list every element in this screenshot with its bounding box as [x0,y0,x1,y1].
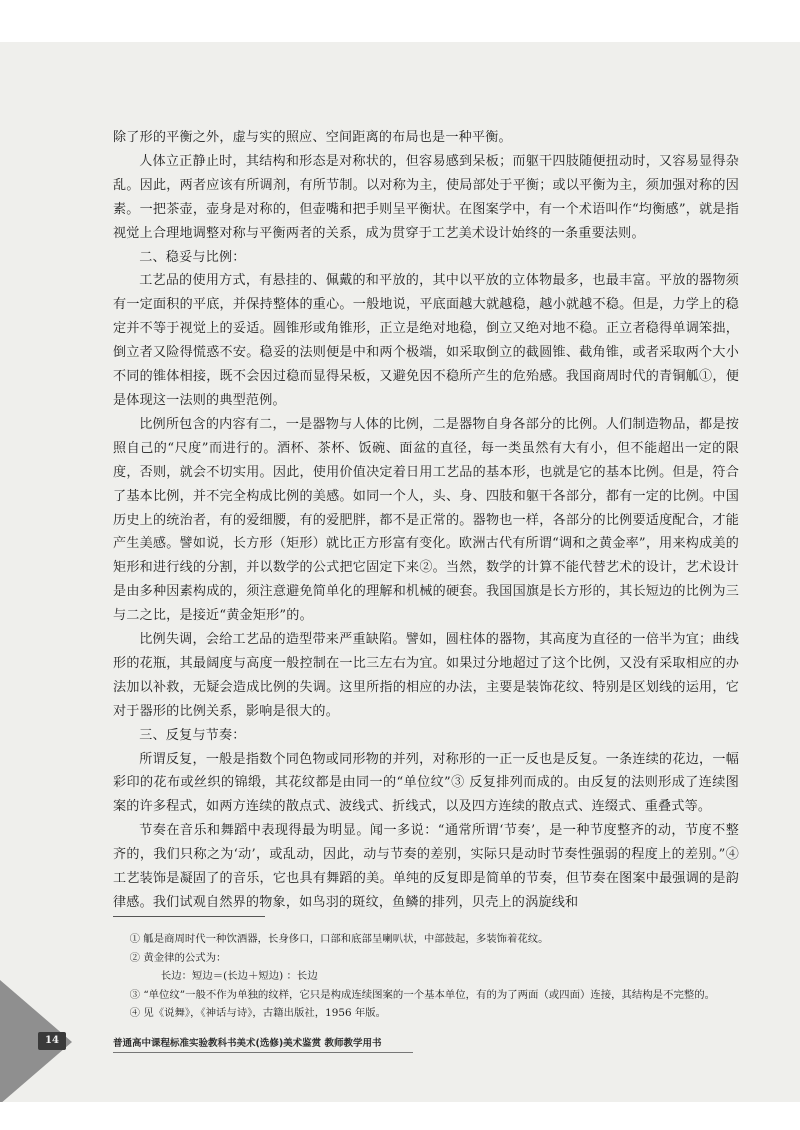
footnote-divider [113,916,265,917]
paragraph-balance-continued: 除了形的平衡之外，虚与实的照应、空间距离的布局也是一种平衡。 [113,130,512,145]
page-number: 14 [38,1032,66,1050]
paragraph-stability: 工艺品的使用方式，有悬挂的、佩戴的和平放的，其中以平放的立体物最多，也最丰富。平放的器物须有一定面积的平底，并保持整体的重心。一般地说，平底面越大就越稳，越小就越不稳。但是，力学上的稳定并不等于视觉上的妥适。圆锥形或角锥形，正立是绝对地稳，倒立又绝对地不稳。正立者稳得单调笨拙，倒立者又险得慌惑不安。稳妥的法则便是中和两个极端，如采取倒立的截圆锥、截角锥，或者采取两个大小不同的锥体相接，既不会因过稳而显得呆板，又避免因不稳所产生的危殆感。我国商周时代的青铜觚①，便是体现这一法则的典型范例。 [113,273,739,408]
paragraph-repetition: 所谓反复，一般是指数个同色物或同形物的并列，对称形的一正一反也是反复。一条连续的花边，一幅彩印的花布或丝织的锦缎，其花纹都是由同一的“单位纹”③ 反复排列而成的。由反复的法则形成了连续图案的许多程式，如两方连续的散点式、波线式、折线式，以及四方连续的散点式、连缀式、重叠式等。 [113,751,739,815]
footnote-2: ② 黄金律的公式为： [129,951,227,964]
paragraph-human-body-symmetry: 人体立正静止时，其结构和形态是对称状的，但容易感到呆板；而躯干四肢随便扭动时，又容易显得杂乱。因此，两者应该有所调剂，有所节制。以对称为主，使局部处于平衡；或以平衡为主，须加强对称的因素。一把茶壶，壶身是对称的，但壶嘴和把手则呈平衡状。在图案学中，有一个术语叫作“均衡感”，就是指视觉上合理地调整对称与平衡两者的关系，成为贯穿于工艺美术设计始终的一条重要法则。 [113,153,739,241]
footnote-1: ① 觚是商周时代一种饮酒器，长身侈口，口部和底部呈喇叭状，中部鼓起，多装饰着花纹。 [129,933,549,945]
footnote-3: ③ “单位纹”一般不作为单独的纹样，它只是构成连续图案的一个基本单位，有的为了两面（或四面）连接，其结构是不完整的。 [129,988,716,1001]
footnote-2-formula: 长边：短边＝(长边＋短边) ：长边 [160,970,318,983]
section-heading-stability-proportion: 二、稳妥与比例： [139,249,246,265]
book-page [0,42,800,1102]
body-text [113,126,739,915]
footer-divider [113,1052,413,1053]
paragraph-proportion-imbalance: 比例失调，会给工艺品的造型带来严重缺陷。譬如，圆柱体的器物，其高度为直径的一倍半为宜；曲线形的花瓶，其最阔度与高度一般控制在一比三左右为宜。如果过分地超过了这个比例，又没有采取相应的办法加以补救，无疑会造成比例的失调。这里所指的相应的办法，主要是装饰花纹、特别是区划线的运用，它对于器形的比例关系，影响是很大的。 [113,632,739,719]
paragraph-rhythm: 节奏在音乐和舞蹈中表现得最为明显。闻一多说：“通常所谓‘节奏’，是一种节度整齐的动，节度不整齐的，我们只称之为‘动’，或乱动，因此，动与节奏的差别，实际只是动时节奏性强弱的程度上的差别。”④ 工艺装饰是凝固了的音乐，它也具有舞蹈的美。单纯的反复即是简单的节奏，但节奏在图案中最强调的是韵律感。我们试观自然界的物象，如鸟羽的斑纹，鱼鳞的排列，贝壳上的涡旋线和 [113,823,739,910]
footnote-4: ④ 见《说舞》，《神话与诗》，古籍出版社，1956 年版。 [129,1007,387,1020]
footnotes [113,930,739,1023]
running-footer-title: 普通高中课程标准实验教科书美术(选修)美术鉴赏 教师教学用书 [113,1038,382,1049]
paragraph-proportion: 比例所包含的内容有二，一是器物与人体的比例，二是器物自身各部分的比例。人们制造物品，都是按照自己的“尺度”而进行的。酒杯、茶杯、饭碗、面盆的直径，每一类虽然有大有小，但不能超出一定的限度，否则，就会不切实用。因此，使用价值决定着日用工艺品的基本形，也就是它的基本比例。但是，符合了基本比例，并不完全构成比例的美感。如同一个人，头、身、四肢和躯干各部分，都有一定的比例。中国历史上的统治者，有的爱细腰，有的爱肥胖，都不是正常的。器物也一样，各部分的比例要适度配合，才能产生美感。譬如说，长方形（矩形）就比正方形富有变化。欧洲古代有所谓“调和之黄金率”，用来构成美的矩形和进行线的分割，并以数学的公式把它固定下来②。当然，数学的计算不能代替艺术的设计，艺术设计是由多种因素构成的，须注意避免简单化的理解和机械的硬套。我国国旗是长方形的，其长短边的比例为三与二之比，是接近“黄金矩形”的。 [113,416,739,624]
section-heading-repetition-rhythm: 三、反复与节奏： [139,727,246,743]
